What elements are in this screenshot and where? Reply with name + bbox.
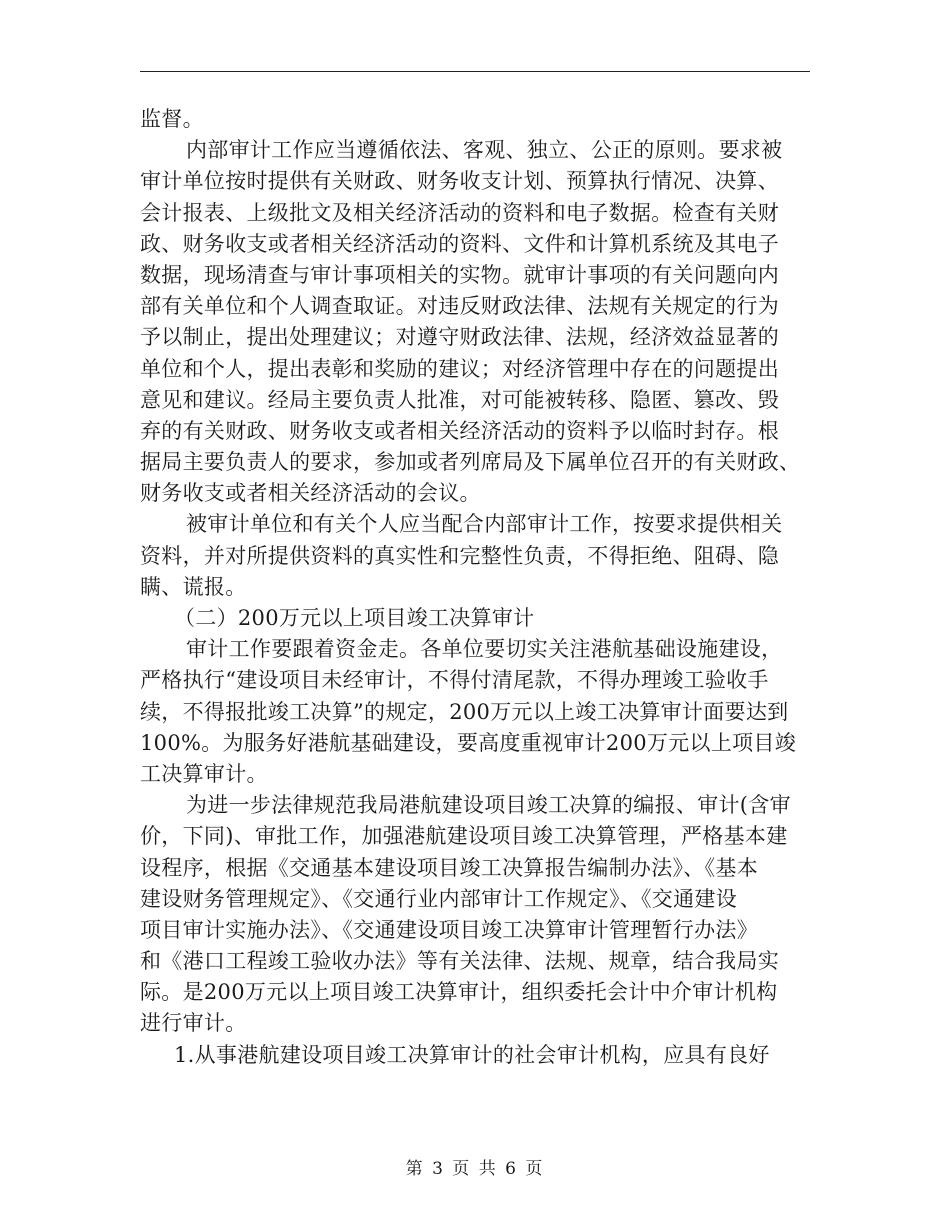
text-line: 100%。为服务好港航基础建设，要高度重视审计200万元以上项目竣 — [140, 730, 797, 755]
text-line: 进行审计。 — [140, 1011, 247, 1036]
text-line: 项目审计实施办法》、《交通建设项目竣工决算审计管理暂行办法》 — [140, 917, 758, 942]
text-line: 为进一步法律规范我局港航建设项目竣工决算的编报、审计(含审 — [186, 793, 791, 818]
text-line: 意见和建议。经局主要负责人批准，对可能被转移、隐匿、篡改、毁 — [140, 387, 779, 412]
text-line: 续，不得报批竣工决算”的规定，200万元以上竣工决算审计面要达到 — [140, 699, 789, 724]
text-line: 部有关单位和个人调查取证。对违反财政法律、法规有关规定的行为 — [140, 294, 779, 319]
text-line: 财务收支或者相关经济活动的会议。 — [140, 481, 481, 506]
text-line: 会计报表、上级批文及相关经济活动的资料和电子数据。检查有关财 — [140, 200, 779, 225]
text-line: 被审计单位和有关个人应当配合内部审计工作，按要求提供相关 — [186, 512, 783, 537]
text-line: 际。是200万元以上项目竣工决算审计，组织委托会计中介审计机构 — [140, 980, 778, 1005]
text-line: 予以制止，提出处理建议；对遵守财政法律、法规，经济效益显著的 — [140, 325, 779, 350]
text-line: 和《港口工程竣工验收办法》等有关法律、法规、规章，结合我局实 — [140, 949, 779, 974]
text-line: 价，下同)、审批工作，加强港航建设项目竣工决算管理，严格基本建 — [140, 824, 788, 849]
text-line: 弃的有关财政、财务收支或者相关经济活动的资料予以临时封存。根 — [140, 418, 779, 443]
text-line: 审计单位按时提供有关财政、财务收支计划、预算执行情况、决算、 — [140, 169, 779, 194]
text-line: 监督。 — [140, 107, 204, 131]
document-body — [140, 104, 812, 1071]
text-line: 资料，并对所提供资料的真实性和完整性负责，不得拒绝、阻碍、隐 — [140, 543, 779, 568]
page-footer: 第 3 页 共 6 页 — [405, 1159, 545, 1179]
text-line: 严格执行“建设项目未经审计，不得付清尾款，不得办理竣工验收手 — [140, 668, 769, 693]
text-line: 政、财务收支或者相关经济活动的资料、文件和计算机系统及其电子 — [140, 231, 779, 256]
text-line: 设程序，根据《交通基本建设项目竣工决算报告编制办法》、《基本 — [140, 855, 758, 880]
text-line: 建设财务管理规定》、《交通行业内部审计工作规定》、《交通建设 — [140, 886, 737, 911]
text-line: 数据，现场清查与审计事项相关的实物。就审计事项的有关问题向内 — [140, 262, 779, 287]
text-line: 瞒、谎报。 — [140, 574, 247, 599]
text-line: 工决算审计。 — [140, 761, 268, 786]
text-line: 单位和个人，提出表彰和奖励的建议；对经济管理中存在的问题提出 — [140, 356, 779, 381]
header-rule — [140, 71, 810, 72]
text-line: 审计工作要跟着资金走。各单位要切实关注港航基础设施建设， — [186, 637, 783, 662]
text-line: 1.从事港航建设项目竣工决算审计的社会审计机构，应具有良好 — [174, 1042, 770, 1067]
text-line: 据局主要负责人的要求，参加或者列席局及下属单位召开的有关财政、 — [140, 450, 801, 475]
text-line: （二）200万元以上项目竣工决算审计 — [174, 606, 535, 630]
text-line: 内部审计工作应当遵循依法、客观、独立、公正的原则。要求被 — [186, 138, 783, 163]
